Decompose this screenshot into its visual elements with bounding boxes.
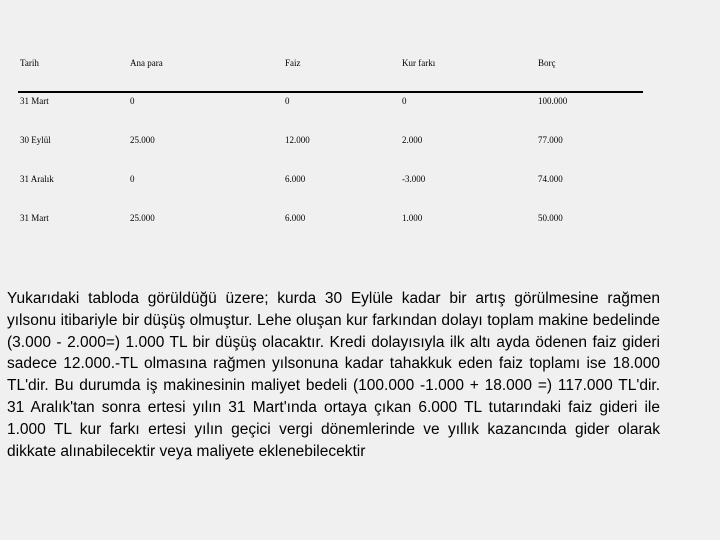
header-principal: Ana para [130, 58, 163, 68]
table-cell: 0 [130, 96, 135, 106]
table-cell: 25.000 [130, 135, 155, 145]
table-cell: 77.000 [538, 135, 563, 145]
header-debt: Borç [538, 58, 556, 68]
table-cell: 74.000 [538, 174, 563, 184]
table-cell: 25.000 [130, 213, 155, 223]
header-exchange-difference: Kur farkı [402, 58, 436, 68]
table-cell: 6.000 [285, 174, 306, 184]
table-cell: 0 [285, 96, 290, 106]
explanation-paragraph: Yukarıdaki tabloda görüldüğü üzere; kurda 30 Eylüle kadar bir artış görülmesine rağmen yılsonu itibariyle bir düşüş olmuştur. Lehe oluşan kur farkından dolayı toplam makine bedelinde (3.000 - 2.000=) 1.000 TL bir düşüş olacaktır. Kredi dolayısıyla ilk altı ayda ödenen faiz gideri sadece 12.000.-TL olmasına rağmen yılsonuna kadar tahakkuk eden faiz toplamı ise 18.000 TL'dir. Bu durumda iş makinesinin maliyet bedeli (100.000 -1.000 + 18.000 =) 117.000 TL'dir. 31 Aralık'tan sonra ertesi yılın 31 Mart'ında ortaya çıkan 6.000 TL tutarındaki faiz gideri ile 1.000 TL kur farkı ertesi yılın geçici vergi dönemlerinde ve yıllık kazancında gider olarak dikkate alınabilecektir veya maliyete eklenebilecektir [7, 290, 660, 460]
table-cell: 31 Aralık [20, 174, 54, 184]
table-cell: 1.000 [402, 213, 423, 223]
header-divider [18, 91, 643, 93]
table-cell: 2.000 [402, 135, 423, 145]
table-cell: 100.000 [538, 96, 568, 106]
table-cell: 31 Mart [20, 213, 49, 223]
table-cell: 30 Eylül [20, 135, 51, 145]
debt-table [0, 0, 720, 240]
table-cell: 0 [402, 96, 407, 106]
table-cell: 50.000 [538, 213, 563, 223]
table-cell: 0 [130, 174, 135, 184]
header-interest: Faiz [285, 58, 301, 68]
header-date: Tarih [20, 58, 39, 68]
table-cell: -3.000 [402, 174, 426, 184]
table-cell: 31 Mart [20, 96, 49, 106]
table-cell: 12.000 [285, 135, 310, 145]
table-cell: 6.000 [285, 213, 306, 223]
